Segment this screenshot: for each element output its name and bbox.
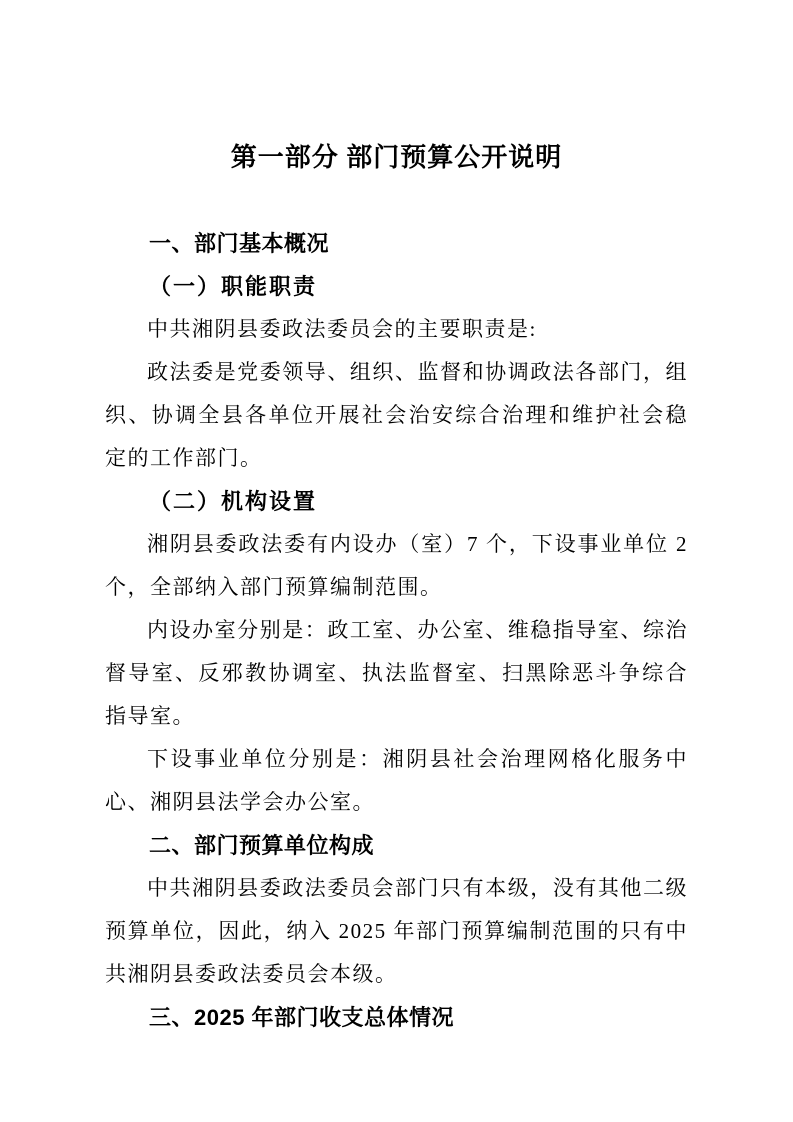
section-heading: （二）机构设置 bbox=[149, 489, 318, 514]
section-heading: （一）职能职责 bbox=[149, 274, 318, 299]
body-paragraph: 中共湘阴县委政法委员会部门只有本级，没有其他二级预算单位，因此，纳入 2025 年部门预算编制范围的只有中共湘阴县委政法委员会本级。 bbox=[105, 876, 688, 986]
body-paragraph: 下设事业单位分别是：湘阴县社会治理网格化服务中心、湘阴县法学会办公室。 bbox=[105, 747, 688, 814]
body-paragraph: 湘阴县委政法委有内设办（室）7 个，下设事业单位 2 个，全部纳入部门预算编制范围。 bbox=[105, 532, 688, 599]
section-heading: 三、2025 年部门收支总体情况 bbox=[149, 1005, 455, 1030]
document-body bbox=[105, 222, 688, 1039]
document-title: 第一部分 部门预算公开说明 bbox=[230, 143, 563, 172]
body-paragraph: 中共湘阴县委政法委员会的主要职责是: bbox=[147, 317, 537, 341]
section-heading: 一、部门基本概况 bbox=[149, 231, 330, 256]
body-paragraph: 政法委是党委领导、组织、监督和协调政法各部门，组织、协调全县各单位开展社会治安综合治理和维护社会稳定的工作部门。 bbox=[105, 360, 688, 470]
section-heading: 二、部门预算单位构成 bbox=[149, 833, 375, 858]
document-content bbox=[105, 140, 688, 1039]
body-paragraph: 内设办室分别是：政工室、办公室、维稳指导室、综治督导室、反邪教协调室、执法监督室、扫黑除恶斗争综合指导室。 bbox=[105, 618, 688, 728]
